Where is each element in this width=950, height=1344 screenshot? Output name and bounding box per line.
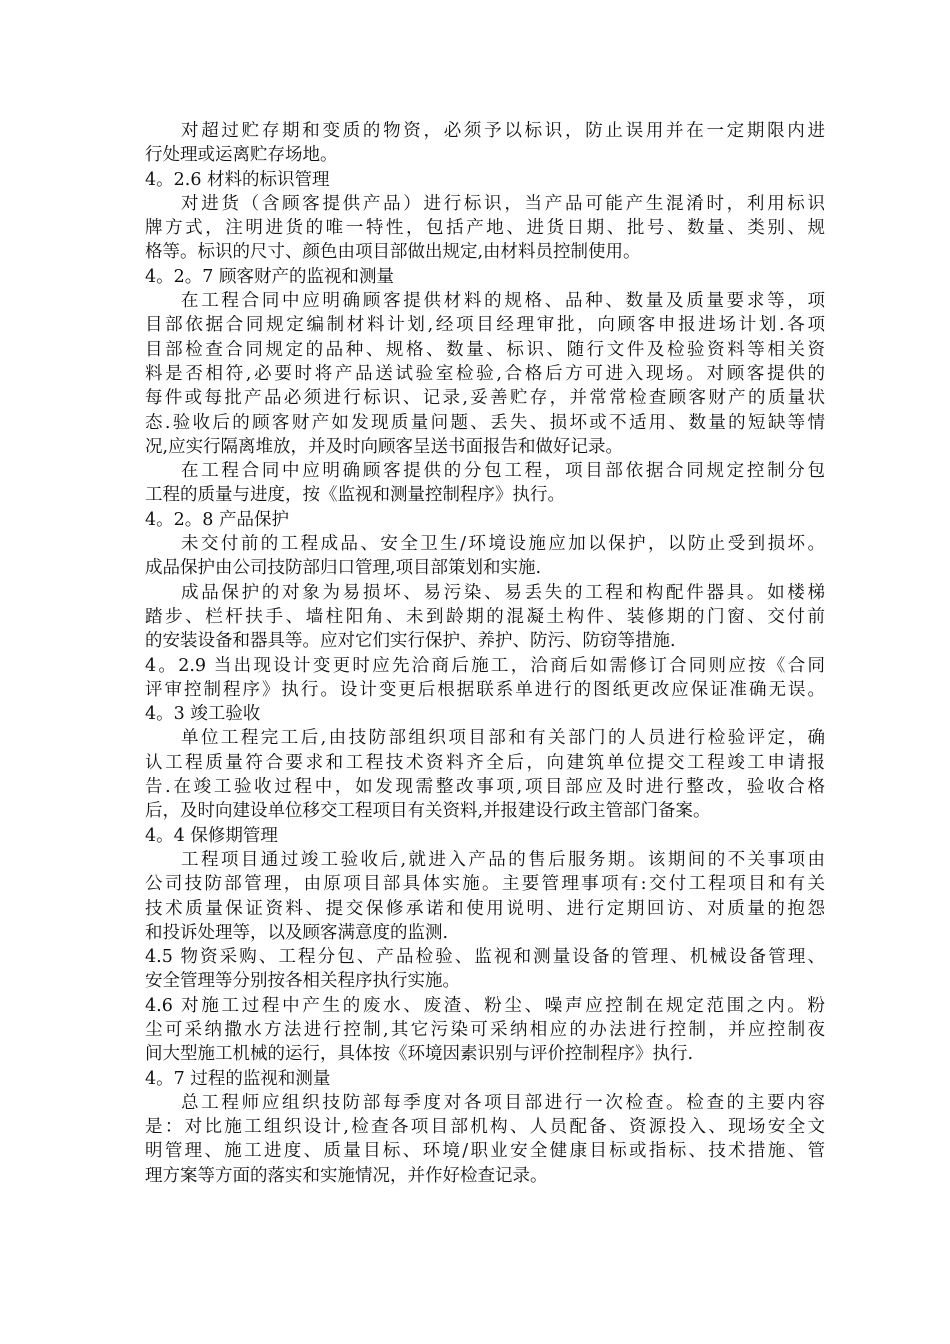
text-line: 目部依据合同规定编制材料计划,经项目经理审批，向顾客申报进场计划.各项 xyxy=(145,315,825,336)
text-line: 是：对比施工组织设计,检查各项目部机构、人员配备、资源投入、现场安全文 xyxy=(145,1117,825,1138)
text-line: 后，及时向建设单位移交工程项目有关资料,并报建设行政主管部门备案。 xyxy=(145,801,711,822)
text-line: 对超过贮存期和变质的物资，必须予以标识，防止误用并在一定期限内进 xyxy=(181,121,825,141)
text-line: 在工程合同中应明确顾客提供材料的规格、品种、数量及质量要求等，项 xyxy=(181,291,825,312)
text-line: 明管理、施工进度、质量目标、环境/职业安全健康目标或指标、技术措施、管 xyxy=(145,1141,825,1162)
text-line: 4.5 物资采购、工程分包、产品检验、监视和测量设备的管理、机械设备管理、 xyxy=(145,947,825,968)
text-line: 技术质量保证资料、提交保修承诺和使用说明、进行定期回访、对质量的抱怨 xyxy=(145,898,825,919)
section-heading: 4。2。7 顾客财产的监视和测量 xyxy=(145,266,394,287)
text-line: 在工程合同中应明确顾客提供的分包工程，项目部依据合同规定控制分包 xyxy=(181,461,825,482)
text-line: 公司技防部管理，由原项目部具体实施。主要管理事项有:交付工程项目和有关 xyxy=(145,874,825,895)
text-line: 踏步、栏杆扶手、墙柱阳角、未到龄期的混凝土构件、装修期的门窗、交付前 xyxy=(145,606,825,627)
text-line: 况,应实行隔离堆放，并及时向顾客呈送书面报告和做好记录。 xyxy=(145,436,624,457)
text-line: 牌方式，注明进货的唯一特性，包括产地、进货日期、批号、数量、类别、规 xyxy=(145,218,825,239)
text-line: 尘可采纳撒水方法进行控制,其它污染可采纳相应的办法进行控制，并应控制夜 xyxy=(145,1019,825,1040)
text-line: 4。2.9 当出现设计变更时应先洽商后施工，洽商后如需修订合同则应按《合同 xyxy=(145,655,825,676)
text-line: 态.验收后的顾客财产如发现质量问题、丢失、损坏或不适用、数量的短缺等情 xyxy=(145,412,825,433)
text-line: 认工程质量符合要求和工程技术资料齐全后，向建筑单位提交工程竣工申请报 xyxy=(145,752,825,773)
text-line: 格等。标识的尺寸、颜色由项目部做出规定,由材料员控制使用。 xyxy=(145,242,641,263)
text-line: 目部检查合同规定的品种、规格、数量、标识、随行文件及检验资料等相关资 xyxy=(145,339,825,360)
section-heading: 4。2。8 产品保护 xyxy=(145,509,289,530)
text-line: 单位工程完工后,由技防部组织项目部和有关部门的人员进行检验评定，确 xyxy=(181,728,825,749)
section-heading: 4。3 竣工验收 xyxy=(145,704,261,725)
text-line: 成品保护的对象为易损坏、易污染、易丢失的工程和构配件器具。如楼梯 xyxy=(181,582,825,603)
text-line: 评审控制程序》执行。设计变更后根据联系单进行的图纸更改应保证准确无误。 xyxy=(145,679,825,700)
text-line: 总工程师应组织技防部每季度对各项目部进行一次检查。检查的主要内容 xyxy=(181,1092,825,1113)
section-heading: 4。2.6 材料的标识管理 xyxy=(145,169,330,190)
text-line: 未交付前的工程成品、安全卫生/环境设施应加以保护，以防止受到损坏。 xyxy=(181,534,825,555)
text-line: 每件或每批产品必须进行标识、记录,妥善贮存，并常常检查顾客财产的质量状 xyxy=(145,388,825,409)
text-line: 理方案等方面的落实和实施情况，并作好检查记录。 xyxy=(145,1165,548,1186)
document-page xyxy=(145,119,825,1188)
text-line: 间大型施工机械的运行，具体按《环境因素识别与评价控制程序》执行. xyxy=(145,1044,694,1065)
section-heading: 4。7 过程的监视和测量 xyxy=(145,1068,331,1089)
text-line: 安全管理等分别按各相关程序执行实施。 xyxy=(145,971,460,992)
text-line: 告.在竣工验收过程中，如发现需整改事项,项目部应及时进行整改，验收合格 xyxy=(145,777,825,798)
text-line: 行处理或运离贮存场地。 xyxy=(145,145,338,166)
text-line: 的安装设备和器具等。应对它们实行保护、养护、防污、防窃等措施. xyxy=(145,631,676,652)
text-line: 工程项目通过竣工验收后,就进入产品的售后服务期。该期间的不关事项由 xyxy=(181,849,825,870)
text-line: 对进货（含顾客提供产品）进行标识，当产品可能产生混淆时，利用标识 xyxy=(181,193,825,214)
text-line: 和投诉处理等，以及顾客满意度的监测. xyxy=(145,922,449,943)
text-line: 4.6 对施工过程中产生的废水、废渣、粉尘、噪声应控制在规定范围之内。粉 xyxy=(145,995,825,1016)
text-line: 成品保护由公司技防部归口管理,项目部策划和实施. xyxy=(145,558,542,579)
text-line: 工程的质量与进度，按《监视和测量控制程序》执行。 xyxy=(145,485,565,506)
text-line: 料是否相符,必要时将产品送试验室检验,合格后方可进入现场。对顾客提供的 xyxy=(145,363,825,384)
section-heading: 4。4 保修期管理 xyxy=(145,825,278,846)
